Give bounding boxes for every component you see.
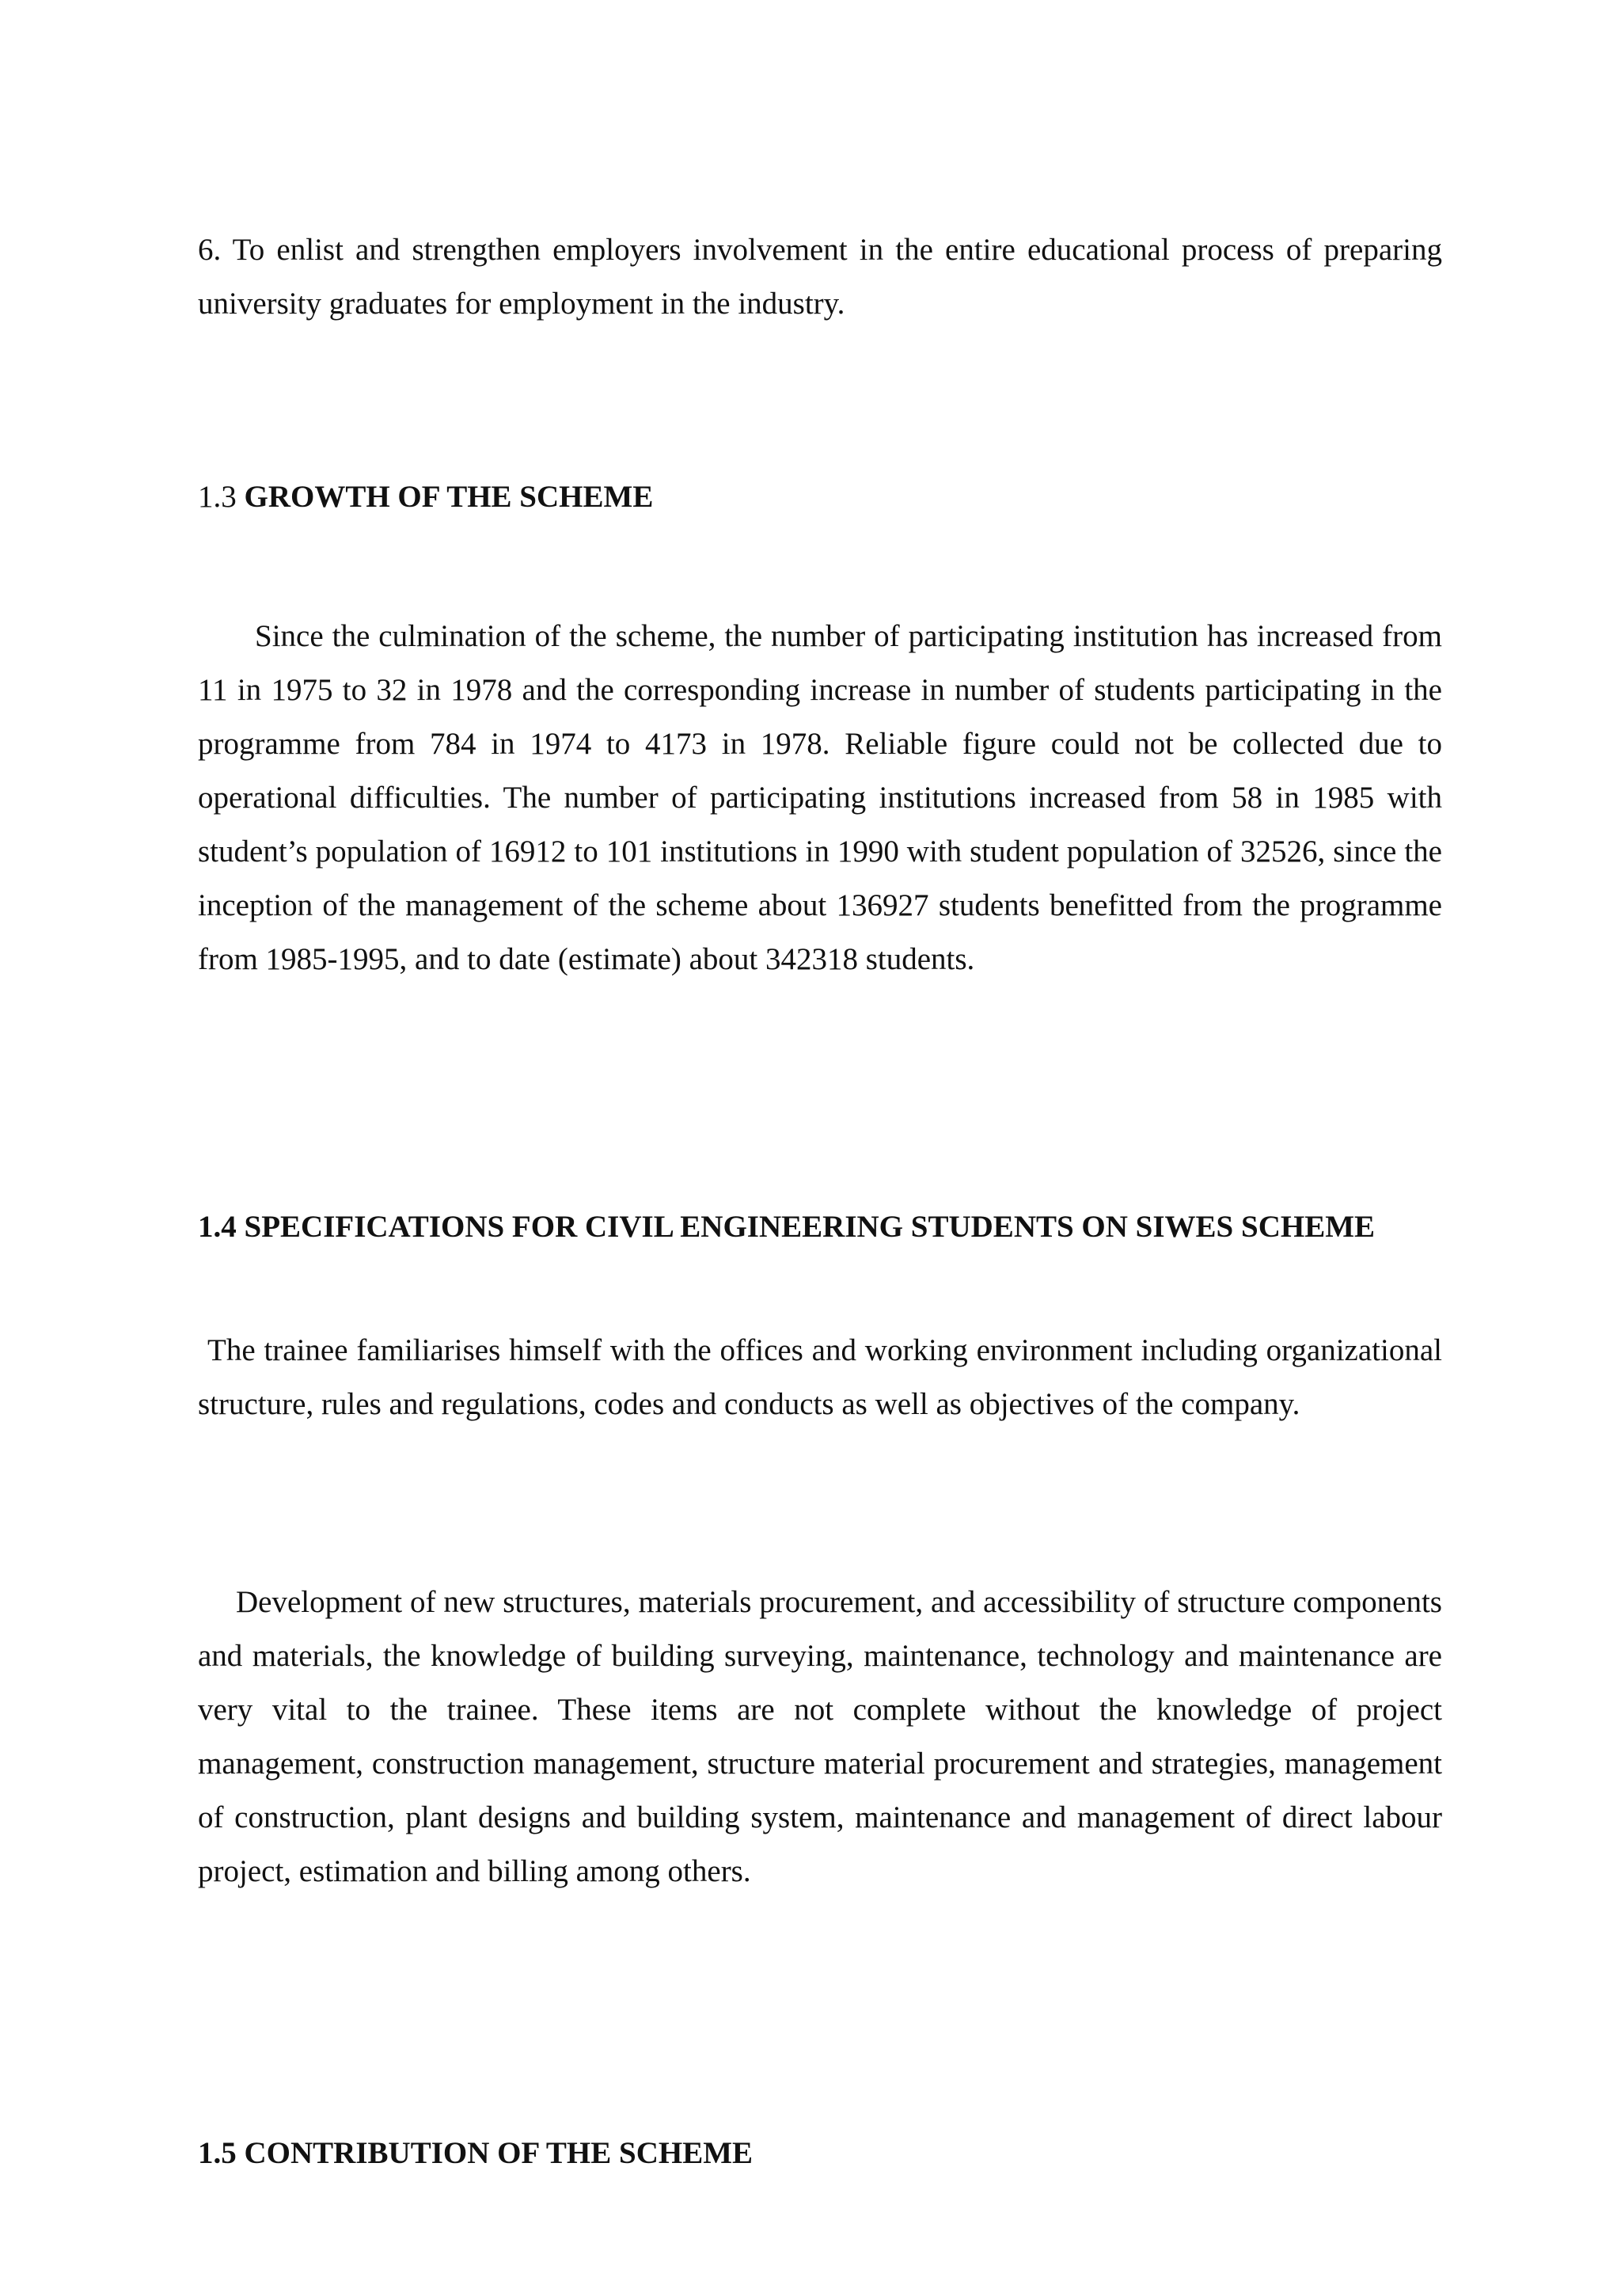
section-1-4-paragraph-2: Development of new structures, materials procurement, and accessibility of structure components and materials, the knowledge of building surveying, maintenance, technology and maintenance are very vital to the trainee. These items are not complete without the knowledge of project management, construction management, structure material procurement and strategies, management of construction, plant designs and building system, maintenance and management of direct labour project, estimation and billing among others. <box>198 1585 1442 1888</box>
section-1-3-heading <box>198 473 1442 521</box>
section-1-4-paragraph-1: The trainee familiarises himself with the offices and working environment including organizational structure, rules and regulations, codes and conducts as well as objectives of the company. <box>198 1333 1442 1421</box>
section-1-5-heading: 1.5 CONTRIBUTION OF THE SCHEME <box>198 2136 754 2170</box>
section-1-3-title: GROWTH OF THE SCHEME <box>244 480 654 514</box>
section-1-3-number: 1.3 <box>198 480 237 514</box>
objective-6-paragraph: 6. To enlist and strengthen employers involvement in the entire educational process of preparing university graduates for employment in the industry. <box>198 233 1442 321</box>
section-1-4-heading: 1.4 SPECIFICATIONS FOR CIVIL ENGINEERING STUDENTS ON SIWES SCHEME <box>198 1210 1376 1244</box>
section-1-3-paragraph: Since the culmination of the scheme, the number of participating institution has increased from 11 in 1975 to 32 in 1978 and the corresponding increase in number of students participating in the programme from 784 in 1974 to 4173 in 1978. Reliable figure could not be collected due to operational difficulties. The number of participating institutions increased from 58 in 1985 with student’s population of 16912 to 101 institutions in 1990 with student population of 32526, since the inception of the management of the scheme about 136927 students benefitted from the programme from 1985-1995, and to date (estimate) about 342318 students. <box>198 619 1442 976</box>
